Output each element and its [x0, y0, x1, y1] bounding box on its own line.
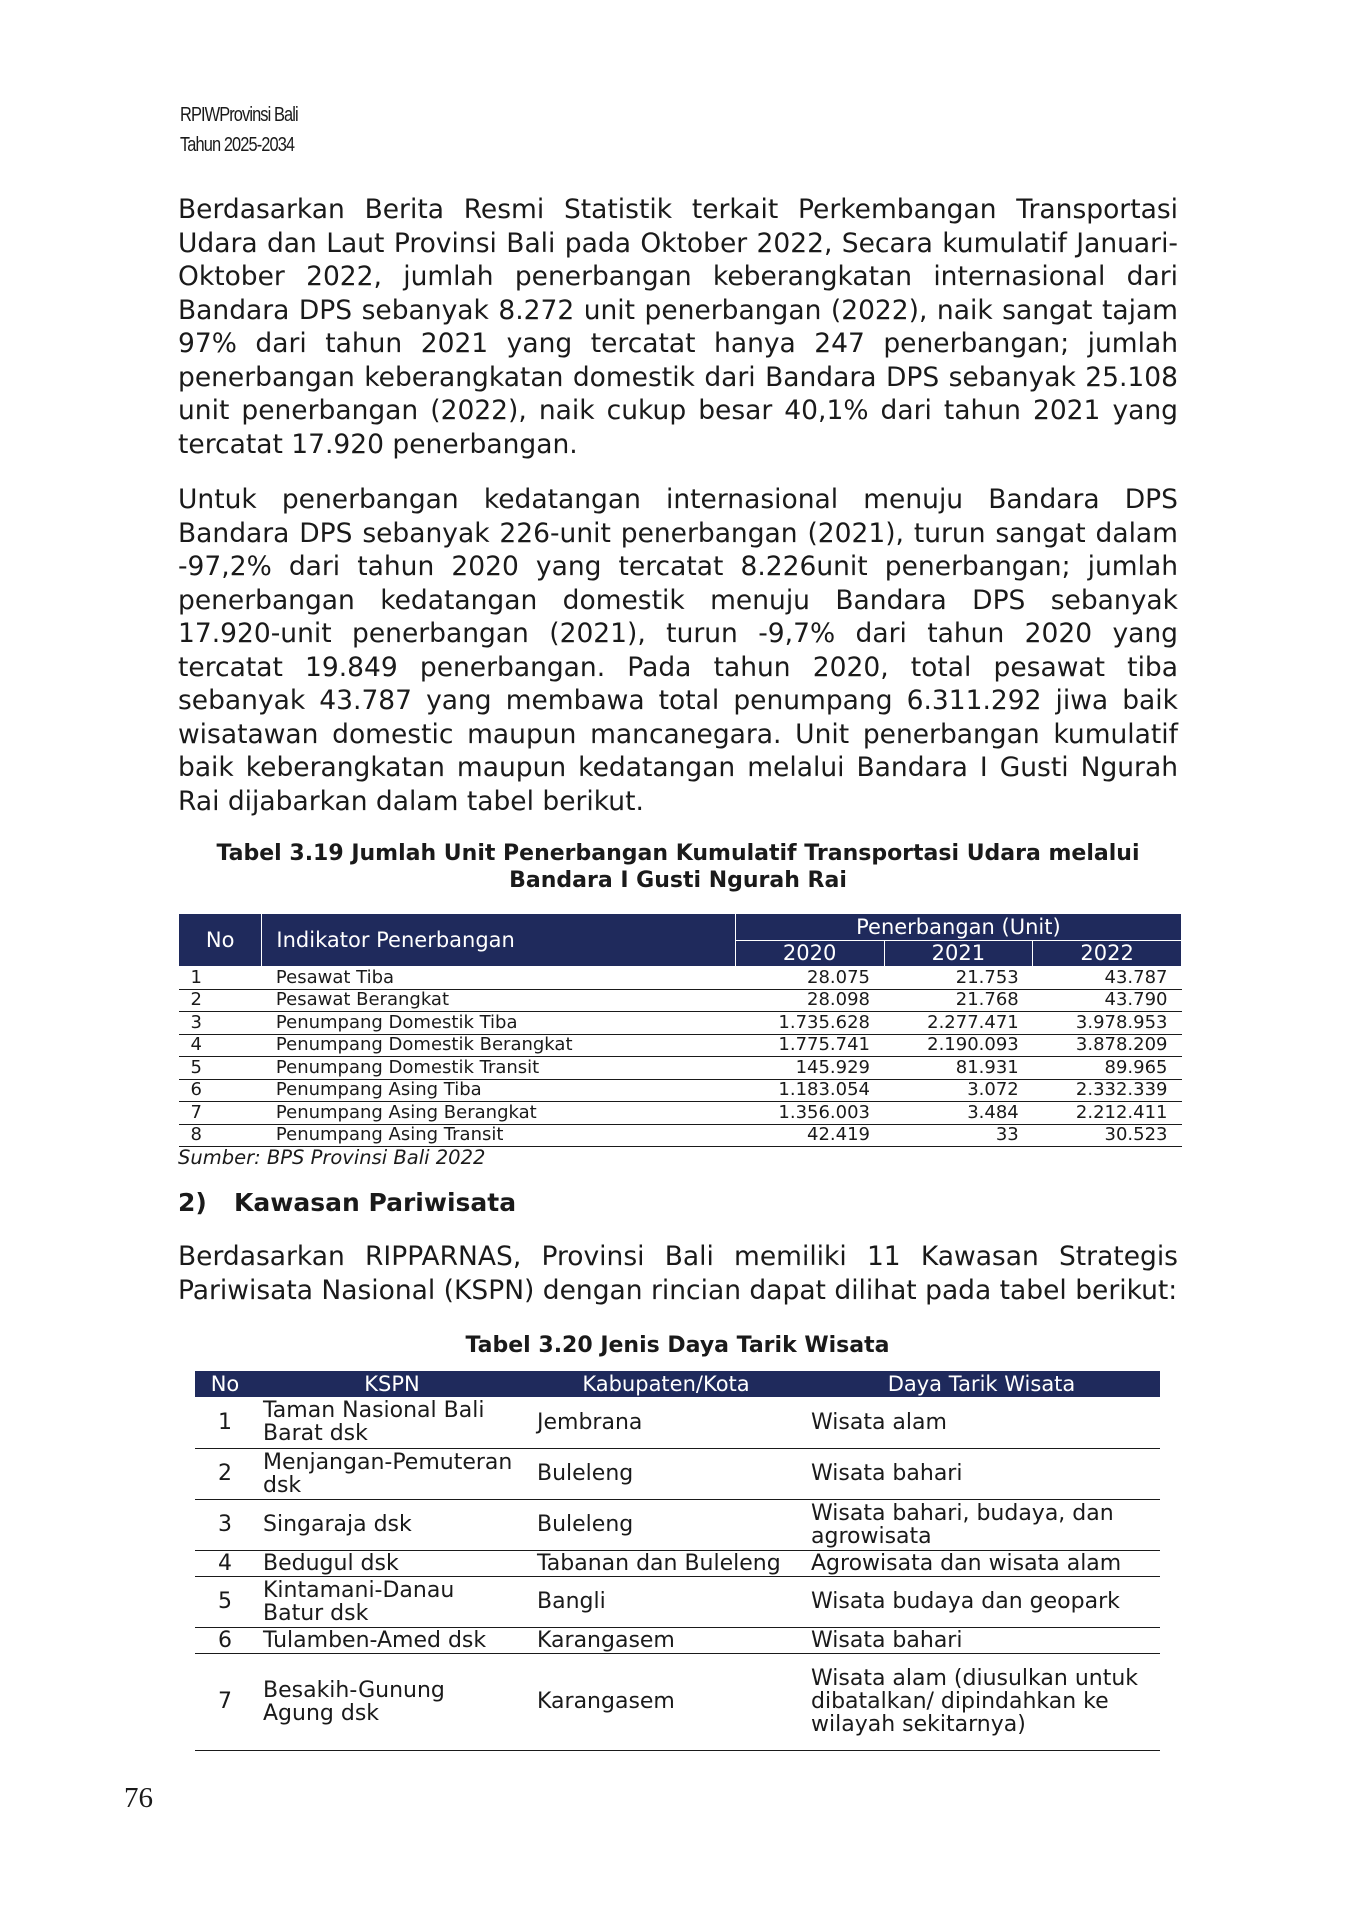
indicator-name: Penumpang Asing Berangkat — [262, 1102, 735, 1125]
column-header-group: Penerbangan (Unit) — [735, 914, 1181, 941]
kspn-name: Singaraja dsk — [255, 1499, 529, 1550]
paragraph-kspn: Berdasarkan RIPPARNAS, Provinsi Bali memiliki 11 Kawasan Strategis Pariwisata Nasional (KSPN) dengan rincian dapat dilihat pada tabel berikut: — [178, 1241, 1178, 1306]
column-header-daya-tarik: Daya Tarik Wisata — [803, 1371, 1160, 1397]
indicator-name: Pesawat Tiba — [262, 967, 735, 990]
table-row — [195, 1550, 1160, 1576]
table-row — [179, 1057, 1182, 1080]
table-caption: Tabel 3.20 Jenis Daya Tarik Wisata — [465, 1333, 890, 1358]
paragraph-kedatangan: Untuk penerbangan kedatangan internasional menuju Bandara DPS Bandara DPS sebanyak 226-unit penerbangan (2021), turun sangat dalam -97,2% dari tahun 2020 yang tercatat 8.226unit penerbangan; jumlah penerbangan kedatangan domestik menuju Bandara DPS sebanyak 17.920-unit penerbangan (2021), turun -9,7% dari tahun 2020 yang tercatat 19.849 penerbangan. Pada tahun 2020, total pesawat tiba sebanyak 43.787 yang membawa total penumpang 6.311.292 jiwa baik wisatawan domestic maupun mancanegara. Unit penerbangan kumulatif baik keberangkatan maupun kedatangan melalui Bandara I Gusti Ngurah Rai dijabarkan dalam tabel berikut. — [178, 484, 1178, 817]
table-row — [179, 1124, 1182, 1147]
column-header-no: No — [179, 914, 262, 967]
table-row — [179, 1012, 1182, 1035]
row-number: 7 — [195, 1653, 255, 1750]
value-2022: 2.332.339 — [1033, 1079, 1182, 1102]
regency-name: Buleleng — [529, 1448, 803, 1499]
flight-units-table — [178, 913, 1182, 1147]
regency-name: Tabanan dan Buleleng — [529, 1550, 803, 1576]
regency-name: Buleleng — [529, 1499, 803, 1550]
row-number: 8 — [179, 1124, 262, 1147]
table-row — [195, 1397, 1160, 1448]
attraction-type: Wisata budaya dan geopark — [803, 1576, 1160, 1627]
table-row — [179, 1079, 1182, 1102]
value-2022: 3.878.209 — [1033, 1034, 1182, 1057]
regency-name: Karangasem — [529, 1627, 803, 1653]
row-number: 4 — [179, 1034, 262, 1057]
row-number: 6 — [195, 1627, 255, 1653]
section-heading — [178, 1188, 516, 1217]
value-2021: 21.753 — [884, 967, 1033, 990]
value-2022: 30.523 — [1033, 1124, 1182, 1147]
column-header-2022: 2022 — [1033, 940, 1182, 967]
attraction-type: Agrowisata dan wisata alam — [803, 1550, 1160, 1576]
regency-name: Bangli — [529, 1576, 803, 1627]
value-2021: 3.072 — [884, 1079, 1033, 1102]
value-2020: 28.098 — [735, 989, 884, 1012]
attraction-type: Wisata alam (diusulkan untuk dibatalkan/ dipindahkan ke wilayah sekitarnya) — [803, 1653, 1160, 1750]
row-number: 1 — [179, 967, 262, 990]
column-header-no: No — [195, 1371, 255, 1397]
row-number: 7 — [179, 1102, 262, 1125]
table-caption — [178, 840, 1178, 894]
attraction-type: Wisata bahari, budaya, dan agrowisata — [803, 1499, 1160, 1550]
value-2021: 2.277.471 — [884, 1012, 1033, 1035]
table-source: Sumber: BPS Provinsi Bali 2022 — [178, 1146, 486, 1169]
column-header-2021: 2021 — [884, 940, 1033, 967]
table-row — [179, 967, 1182, 990]
value-2020: 1.356.003 — [735, 1102, 884, 1125]
kspn-name: Tulamben-Amed dsk — [255, 1627, 529, 1653]
value-2022: 3.978.953 — [1033, 1012, 1182, 1035]
tourism-attractions-table — [195, 1371, 1160, 1751]
value-2020: 145.929 — [735, 1057, 884, 1080]
value-2020: 1.183.054 — [735, 1079, 884, 1102]
row-number: 1 — [195, 1397, 255, 1448]
indicator-name: Penumpang Domestik Transit — [262, 1057, 735, 1080]
value-2022: 43.787 — [1033, 967, 1182, 990]
indicator-name: Penumpang Domestik Tiba — [262, 1012, 735, 1035]
table-row — [195, 1448, 1160, 1499]
table-row — [195, 1499, 1160, 1550]
table-row — [179, 1034, 1182, 1057]
value-2021: 33 — [884, 1124, 1033, 1147]
value-2022: 2.212.411 — [1033, 1102, 1182, 1125]
table-row — [179, 989, 1182, 1012]
table-caption-line: Bandara I Gusti Ngurah Rai — [509, 868, 847, 893]
indicator-name: Penumpang Domestik Berangkat — [262, 1034, 735, 1057]
column-header-kabupaten: Kabupaten/Kota — [529, 1371, 803, 1397]
kspn-name: Besakih-Gunung Agung dsk — [255, 1653, 529, 1750]
section-title: Kawasan Pariwisata — [234, 1188, 517, 1217]
kspn-name: Menjangan-Pemuteran dsk — [255, 1448, 529, 1499]
row-number: 6 — [179, 1079, 262, 1102]
row-number: 2 — [195, 1448, 255, 1499]
attraction-type: Wisata bahari — [803, 1448, 1160, 1499]
row-number: 5 — [195, 1576, 255, 1627]
running-header — [180, 100, 298, 160]
value-2021: 81.931 — [884, 1057, 1033, 1080]
row-number: 2 — [179, 989, 262, 1012]
row-number: 4 — [195, 1550, 255, 1576]
kspn-name: Taman Nasional Bali Barat dsk — [255, 1397, 529, 1448]
value-2021: 21.768 — [884, 989, 1033, 1012]
regency-name: Karangasem — [529, 1653, 803, 1750]
value-2020: 42.419 — [735, 1124, 884, 1147]
section-number: 2) — [178, 1188, 207, 1217]
indicator-name: Penumpang Asing Tiba — [262, 1079, 735, 1102]
header-title: RPIWProvinsi Bali — [180, 104, 298, 126]
paragraph-keberangkatan: Berdasarkan Berita Resmi Statistik terkait Perkembangan Transportasi Udara dan Laut Provinsi Bali pada Oktober 2022, Secara kumulatif Januari-Oktober 2022, jumlah penerbangan keberangkatan internasional dari Bandara DPS sebanyak 8.272 unit penerbangan (2022), naik sangat tajam 97% dari tahun 2021 yang tercatat hanya 247 penerbangan; jumlah penerbangan keberangkatan domestik dari Bandara DPS sebanyak 25.108 unit penerbangan (2022), naik cukup besar 40,1% dari tahun 2021 yang tercatat 17.920 penerbangan. — [178, 194, 1178, 460]
value-2020: 1.735.628 — [735, 1012, 884, 1035]
table-row — [195, 1576, 1160, 1627]
attraction-type: Wisata alam — [803, 1397, 1160, 1448]
regency-name: Jembrana — [529, 1397, 803, 1448]
table-row — [195, 1627, 1160, 1653]
value-2020: 28.075 — [735, 967, 884, 990]
value-2022: 89.965 — [1033, 1057, 1182, 1080]
indicator-name: Pesawat Berangkat — [262, 989, 735, 1012]
column-header-2020: 2020 — [735, 940, 884, 967]
row-number: 5 — [179, 1057, 262, 1080]
value-2022: 43.790 — [1033, 989, 1182, 1012]
kspn-name: Kintamani-Danau Batur dsk — [255, 1576, 529, 1627]
attraction-type: Wisata bahari — [803, 1627, 1160, 1653]
column-header-indikator: Indikator Penerbangan — [262, 914, 735, 967]
row-number: 3 — [179, 1012, 262, 1035]
value-2021: 2.190.093 — [884, 1034, 1033, 1057]
indicator-name: Penumpang Asing Transit — [262, 1124, 735, 1147]
header-period: Tahun 2025-2034 — [180, 134, 295, 156]
page-number: 76 — [124, 1782, 153, 1814]
table-row — [195, 1653, 1160, 1750]
value-2021: 3.484 — [884, 1102, 1033, 1125]
value-2020: 1.775.741 — [735, 1034, 884, 1057]
kspn-name: Bedugul dsk — [255, 1550, 529, 1576]
table-caption-line: Tabel 3.19 Jumlah Unit Penerbangan Kumulatif Transportasi Udara melalui — [216, 841, 1140, 866]
row-number: 3 — [195, 1499, 255, 1550]
table-row — [179, 1102, 1182, 1125]
column-header-kspn: KSPN — [255, 1371, 529, 1397]
